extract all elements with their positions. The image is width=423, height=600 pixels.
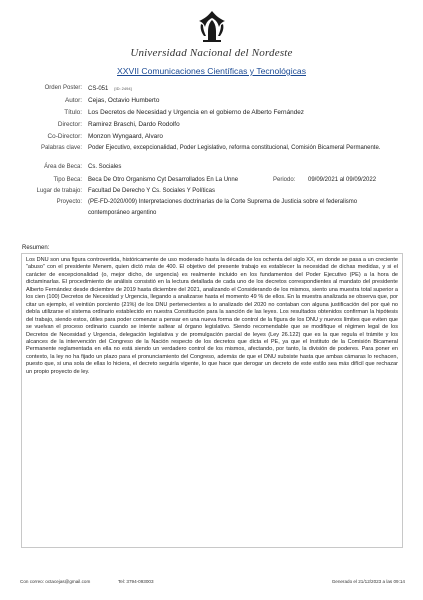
lugar-label: Lugar de trabajo: (36, 188, 82, 194)
proyecto-row-2 (0, 209, 423, 219)
autor-label: Autor: (64, 97, 82, 104)
director-row (0, 120, 423, 130)
resumen-label: Resumen: (22, 245, 50, 251)
poster-id: [ID: 2494] (114, 86, 132, 91)
footer-phone: Tel: 3794-093003 (118, 579, 154, 584)
periodo-label: Periodo: (273, 177, 296, 183)
resumen-text: Los DNU son una figura controvertida, históricamente de uso moderado hasta la década de los ochenta del siglo XX, en donde se pasa a un creciente “abuso” con el presidente Menem, quien dictó más de 400. El objetivo del presente trabajo es establecer la necesidad de dichas medidas, y si el carácter de excepcionalidad (o, mejor dicho, de urgencia) es realmente incluido en los fundamentos del Poder Ejecutivo (PE) a la hora de dictaminarlas. El procedimiento de análisis consistió en la lectura detallada de cada uno de los decretos correspondientes al mandato del presidente Alberto Fernández desde diciembre de 2019 hasta diciembre del 2021, analizando el Considerando de los mismos, siento una muestra total superior a los cien (100) Decretos de Necesidad y Urgencia, llegando a analizarse hasta el momento 49 % de ellos. En la muestra analizada se observa que, por citar un ejemplo, el veintiún porciento (21%) de los DNU pertenecientes a lo analizado del 2020 no contaban con alguna justificación del por qué no debía utilizarse el sistema ordinario establecido en nuestra Constitución para la sanción de las leyes. Los resultados obtenidos confirman la hipótesis del trabajo, siendo estos, útiles para poder comenzar a pensar en una nueva forma de control de la figura de los DNU y nuevos límites que eviten que se vuelvan el proceso ordinario cuando se intente saltear al órgano legislativo. Siendo recomendable que se modifique el régimen legal de los Decretos de Necesidad y Urgencia, delegación legislativa y de promulgación parcial de leyes (Ley 26.122) que es la que regula el trámite y los alcances de la intervención del Congreso de la Nación respecto de los decretos que dicta el PE, ya que el Instituto de la Comisión Bicameral Permanente reglamentada en ella no está siendo un verdadero control de los mismos, afectando, por tanto, la división de poderes. Para poner en contexto, la ley no ha fijado un plazo para el pronunciamiento del Congreso, además de que el DNU subsiste hasta que ambas cámaras lo rechacen, puesto que, si una sola de ellas lo hiciera, el decreto seguiría vigente, lo que hace que derogar un decreto de este estilo sea más difícil que rechazar un propio proyecto de ley. (21, 253, 403, 548)
footer-generated: Generado el 21/12/2023 a las 09:14 (331, 579, 405, 584)
orden-poster-label: Orden Poster: (44, 85, 82, 91)
titulo-value: Los Decretos de Necesidad y Urgencia en el gobierno de Alberto Fernández (88, 109, 304, 116)
periodo-value: 09/09/2021 al 09/09/2022 (308, 177, 377, 183)
footer-email: Con correo: octacejas@gmail.com (20, 579, 91, 584)
area-row (0, 163, 423, 173)
palabras-label: Palabras clave: (40, 145, 82, 151)
proyecto-value-line1: (PE-FD-2020/009) Interpretaciones doctrinarias de la Corte Suprema de Justicia sobre el federalismo (88, 199, 358, 205)
tipo-row (0, 176, 423, 186)
codirector-value: Monzon Wyngaard, Alvaro (88, 133, 163, 140)
director-value: Ramirez Braschi, Dardo Rodolfo (88, 121, 180, 128)
proyecto-value-line2: contemporáneo argentino (88, 210, 157, 216)
orden-poster-row (0, 84, 423, 94)
titulo-row (0, 108, 423, 118)
palabras-row (0, 144, 423, 154)
university-name: Universidad Nacional del Nordeste (130, 47, 293, 59)
university-logo-icon (192, 10, 232, 44)
university-header (0, 10, 423, 59)
titulo-label: Título: (64, 109, 82, 116)
tipo-label: Tipo Beca: (53, 177, 82, 183)
palabras-value: Poder Ejecutivo, excepcionalidad, Poder Legislativo, reforma constitucional, Comisión Bicameral Permanente. (88, 145, 381, 151)
proyecto-label: Proyecto: (56, 199, 82, 205)
tipo-value: Beca De Otro Organismo Cyt Desarrollados En La Unne (88, 177, 239, 183)
autor-row (0, 96, 423, 106)
director-label: Director: (57, 121, 82, 128)
conference-title: XXVII Comunicaciones Científicas y Tecnológicas (117, 66, 306, 76)
lugar-row (0, 187, 423, 197)
lugar-value: Facultad De Derecho Y Cs. Sociales Y Políticas (88, 188, 215, 194)
codirector-label: Co-Director: (47, 133, 82, 140)
codirector-row (0, 132, 423, 142)
proyecto-row (0, 198, 423, 208)
area-label: Área de Beca: (43, 164, 82, 170)
area-value: Cs. Sociales (88, 164, 122, 170)
orden-poster-value: CS-051 (88, 86, 109, 92)
autor-value: Cejas, Octavio Humberto (88, 97, 160, 104)
